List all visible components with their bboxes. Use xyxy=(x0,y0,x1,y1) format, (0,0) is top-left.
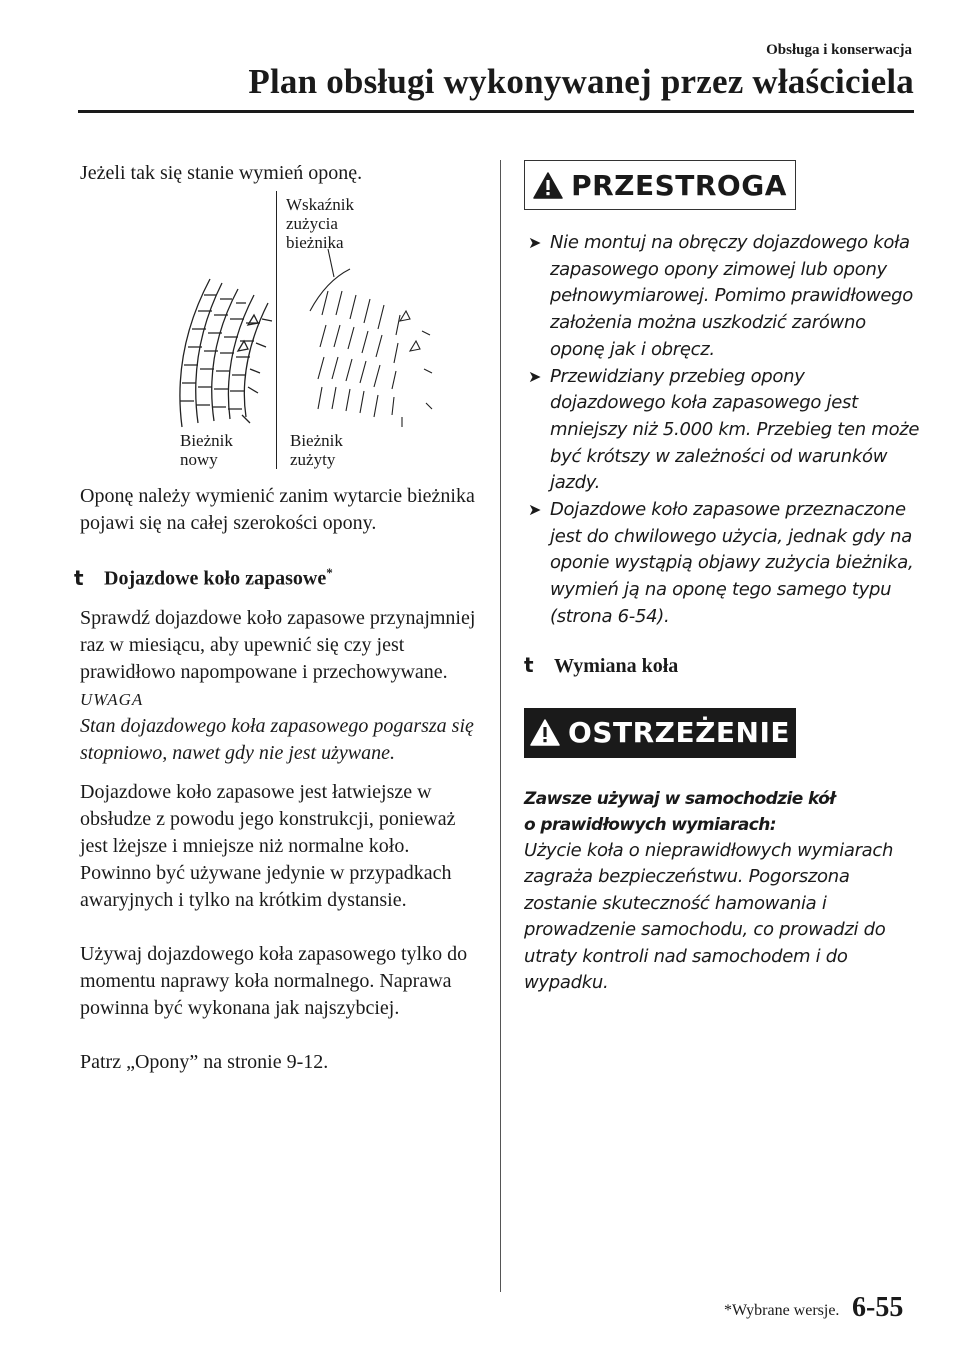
warning-lead-line: Zawsze używaj w samochodzie kół xyxy=(524,788,835,809)
caution-list xyxy=(524,230,920,631)
label-line: Bieżnik xyxy=(180,431,233,450)
arrow-bullet-icon: ➤ xyxy=(528,233,542,252)
note-body: Stan dojazdowego koła zapasowego pogarsza się stopniowo, nawet gdy nie jest używane. xyxy=(80,714,474,764)
warning-triangle-icon xyxy=(530,719,560,746)
caution-banner xyxy=(524,160,796,210)
tire-tread-drawings xyxy=(80,191,480,471)
label-new-tread xyxy=(180,431,233,469)
label-line: zużycia xyxy=(286,214,338,233)
footer-optional-note: *Wybrane wersje. xyxy=(724,1302,840,1319)
label-line: nowy xyxy=(180,450,218,469)
section-heading-text: Dojazdowe koło zapasowe xyxy=(104,567,327,590)
warning-content xyxy=(524,786,920,997)
caution-item xyxy=(524,497,920,631)
optional-asterisk: * xyxy=(326,565,333,580)
paragraph-spare-check: Sprawdź dojazdowe koło zapasowe przynajmniej raz w miesiącu, aby upewnić się czy jest prawidłowo napompowane i przechowywane. xyxy=(80,606,476,683)
arrow-bullet-icon: ➤ xyxy=(528,500,542,520)
paragraph-see-tires: Patrz „Opony” na stronie 9-12. xyxy=(80,1050,329,1073)
warning-lead-line: o prawidłowych wymiarach: xyxy=(524,814,776,835)
section-bullet: t xyxy=(74,565,84,590)
section-bullet: t xyxy=(524,652,534,677)
paragraph-replace-tire: Oponę należy wymienić zanim wytarcie bieżnika pojawi się na całej szerokości opony. xyxy=(80,485,475,534)
paragraph-spare-temporary: Używaj dojazdowego koła zapasowego tylko do momentu naprawy koła normalnego. Naprawa powinna być wykonana jak najszybciej. xyxy=(80,942,468,1019)
section-heading-wheel-change xyxy=(524,653,920,678)
new-tread-drawing xyxy=(180,279,272,427)
label-line: Bieżnik xyxy=(290,431,343,450)
caution-item xyxy=(524,364,920,498)
header-rule xyxy=(78,110,914,113)
note-title: UWAGA xyxy=(80,689,144,709)
caution-label: PRZESTROGA xyxy=(571,168,787,202)
warning-triangle-icon xyxy=(533,172,563,199)
right-column xyxy=(524,160,920,997)
intro-text: Jeżeli tak się stanie wymień oponę. xyxy=(80,162,363,184)
caution-item-text: Nie montuj na obręczy dojazdowego koła zapasowego opony zimowej lub opony pełnowymiarowej. Pomimo prawidłowego założenia można uszkodzić zarówno oponę jak i obręcz. xyxy=(550,232,913,360)
paragraph-spare-handling: Dojazdowe koło zapasowe jest łatwiejsze w obsłudze z powodu jego konstrukcji, ponieważ jest lżejsze i mniejsze niż normalne koło. Powinno być używane jedynie w przypadkach awaryjnych i tylko na krótkim dystansie. xyxy=(80,780,456,911)
warning-text: Użycie koła o nieprawidłowych wymiarach zagraża bezpieczeństwu. Pogorszona zostanie skuteczność hamowania i prowadzenie samochodu, co prowadzi do utraty kontroli nad samochodem i do wypadku. xyxy=(524,839,894,994)
header-section-name: Obsługa i konserwacja xyxy=(766,42,912,58)
column-divider xyxy=(500,160,501,1292)
warning-banner xyxy=(524,708,796,758)
warning-label: OSTRZEŻENIE xyxy=(568,716,790,750)
label-line: bieżnika xyxy=(286,233,344,252)
section-heading-text: Wymiana koła xyxy=(554,654,679,677)
caution-item xyxy=(524,230,920,364)
page-title: Plan obsługi wykonywanej przez właściciela xyxy=(248,62,914,101)
worn-tread-drawing xyxy=(310,249,432,427)
label-line: Wskaźnik xyxy=(286,195,354,214)
caution-item-text: Dojazdowe koło zapasowe przeznaczone jest do chwilowego użycia, jednak gdy na oponie wystąpią objawy zużycia bieżnika, wymień ją na oponę tego samego typu (strona 6-54). xyxy=(550,499,914,627)
warning-lead xyxy=(524,786,920,838)
page-number: 6-55 xyxy=(852,1292,904,1323)
left-column xyxy=(74,160,480,1076)
caution-item-text: Przewidziany przebieg opony dojazdowego koła zapasowego jest mniejszy niż 5.000 km. Przebieg ten może być krótszy w zależności od warunków jazdy. xyxy=(550,365,920,494)
label-worn-tread xyxy=(290,431,343,469)
tread-wear-diagram xyxy=(80,191,480,471)
label-line: zużyty xyxy=(290,450,336,469)
arrow-bullet-icon: ➤ xyxy=(528,366,542,386)
section-heading-spare-wheel xyxy=(74,559,480,593)
